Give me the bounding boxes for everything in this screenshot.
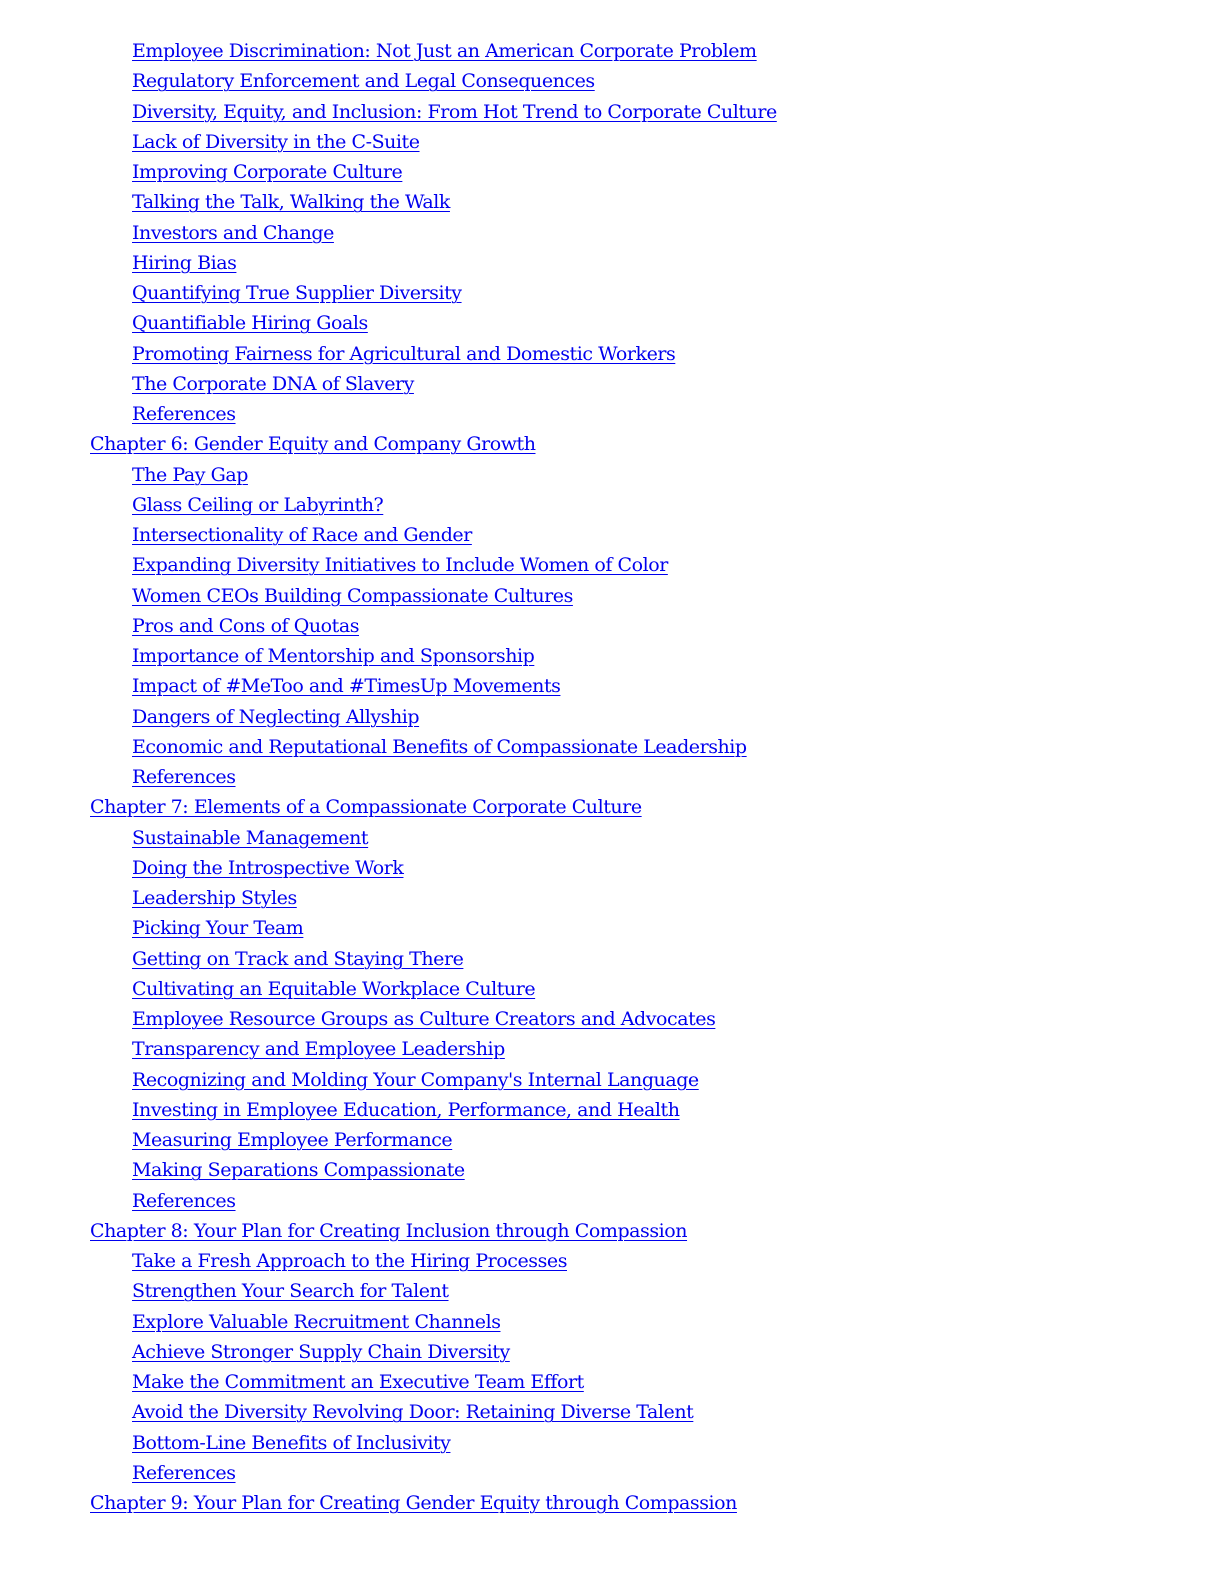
toc-section-entry xyxy=(0,913,1224,943)
toc-section-link[interactable]: Employee Resource Groups as Culture Creators and Advocates xyxy=(132,1008,716,1030)
toc-section-link[interactable]: Diversity, Equity, and Inclusion: From Hot Trend to Corporate Culture xyxy=(132,100,777,123)
toc-section-entry xyxy=(0,339,1224,369)
toc-section-entry xyxy=(0,550,1224,580)
toc-section-link[interactable]: Women CEOs Building Compassionate Cultures xyxy=(132,584,573,607)
toc-section-entry xyxy=(0,581,1224,611)
toc-section-entry xyxy=(0,1034,1224,1064)
toc-section-entry xyxy=(0,127,1224,157)
toc-section-entry xyxy=(0,369,1224,399)
toc-section-link[interactable]: Investing in Employee Education, Performance, and Health xyxy=(132,1098,680,1121)
toc-section-link[interactable]: Pros and Cons of Quotas xyxy=(132,614,359,637)
table-of-contents xyxy=(0,36,1224,1518)
toc-section-entry xyxy=(0,399,1224,429)
toc-section-entry xyxy=(0,187,1224,217)
toc-section-link[interactable]: Getting on Track and Staying There xyxy=(132,947,464,970)
toc-section-entry xyxy=(0,308,1224,338)
toc-section-link[interactable]: Lack of Diversity in the C-Suite xyxy=(132,130,420,153)
toc-section-entry xyxy=(0,1458,1224,1488)
toc-section-entry xyxy=(0,944,1224,974)
toc-chapter-link[interactable]: Chapter 9: Your Plan for Creating Gender Equity through Compassion xyxy=(90,1492,737,1514)
toc-section-entry xyxy=(0,702,1224,732)
toc-section-link[interactable]: Intersectionality of Race and Gender xyxy=(132,524,472,546)
toc-section-link[interactable]: Leadership Styles xyxy=(132,887,297,909)
toc-section-entry xyxy=(0,36,1224,66)
toc-section-entry xyxy=(0,883,1224,913)
toc-section-entry xyxy=(0,974,1224,1004)
toc-section-link[interactable]: The Corporate DNA of Slavery xyxy=(132,372,414,395)
toc-section-link[interactable]: Improving Corporate Culture xyxy=(132,161,403,183)
toc-section-entry xyxy=(0,1186,1224,1216)
toc-section-link[interactable]: Employee Discrimination: Not Just an American Corporate Problem xyxy=(132,40,757,62)
toc-section-link[interactable]: Recognizing and Molding Your Company's Internal Language xyxy=(132,1068,699,1091)
toc-section-link[interactable]: Making Separations Compassionate xyxy=(132,1159,465,1182)
toc-section-link[interactable]: Investors and Change xyxy=(132,221,334,244)
toc-section-link[interactable]: Achieve Stronger Supply Chain Diversity xyxy=(132,1340,510,1363)
toc-section-entry xyxy=(0,66,1224,96)
toc-section-entry xyxy=(0,1307,1224,1337)
toc-section-link[interactable]: Make the Commitment an Executive Team Effort xyxy=(132,1371,584,1393)
toc-section-link[interactable]: Glass Ceiling or Labyrinth? xyxy=(132,493,384,516)
toc-section-entry xyxy=(0,641,1224,671)
toc-section-entry xyxy=(0,248,1224,278)
toc-chapter-link[interactable]: Chapter 7: Elements of a Compassionate Corporate Culture xyxy=(90,796,642,819)
toc-section-link[interactable]: References xyxy=(132,403,236,425)
toc-chapter-entry xyxy=(0,792,1224,822)
toc-section-link[interactable]: Promoting Fairness for Agricultural and Domestic Workers xyxy=(132,342,676,365)
toc-section-entry xyxy=(0,1337,1224,1367)
toc-section-link[interactable]: Expanding Diversity Initiatives to Include Women of Color xyxy=(132,554,668,577)
toc-section-link[interactable]: Avoid the Diversity Revolving Door: Retaining Diverse Talent xyxy=(132,1401,694,1424)
toc-section-link[interactable]: Importance of Mentorship and Sponsorship xyxy=(132,645,535,667)
toc-chapter-entry xyxy=(0,429,1224,459)
toc-section-entry xyxy=(0,520,1224,550)
toc-chapter-link[interactable]: Chapter 8: Your Plan for Creating Inclusion through Compassion xyxy=(90,1219,688,1242)
toc-section-entry xyxy=(0,278,1224,308)
toc-section-link[interactable]: Strengthen Your Search for Talent xyxy=(132,1280,449,1303)
toc-section-link[interactable]: References xyxy=(132,766,236,788)
toc-section-link[interactable]: Sustainable Management xyxy=(132,826,369,849)
toc-section-link[interactable]: Talking the Talk, Walking the Walk xyxy=(132,191,450,214)
toc-section-link[interactable]: References xyxy=(132,1189,236,1212)
toc-section-link[interactable]: Take a Fresh Approach to the Hiring Processes xyxy=(132,1250,567,1272)
toc-section-entry xyxy=(0,1276,1224,1306)
toc-section-link[interactable]: Picking Your Team xyxy=(132,917,304,940)
toc-section-link[interactable]: Cultivating an Equitable Workplace Culture xyxy=(132,977,536,1000)
toc-section-entry xyxy=(0,853,1224,883)
toc-section-entry xyxy=(0,671,1224,701)
toc-section-entry xyxy=(0,762,1224,792)
toc-section-entry xyxy=(0,1428,1224,1458)
toc-section-link[interactable]: The Pay Gap xyxy=(132,463,248,486)
toc-section-entry xyxy=(0,218,1224,248)
toc-chapter-entry xyxy=(0,1488,1224,1518)
toc-section-entry xyxy=(0,157,1224,187)
toc-section-entry xyxy=(0,97,1224,127)
toc-section-link[interactable]: Dangers of Neglecting Allyship xyxy=(132,705,420,728)
toc-section-entry xyxy=(0,732,1224,762)
toc-section-link[interactable]: Economic and Reputational Benefits of Compassionate Leadership xyxy=(132,735,747,758)
toc-section-link[interactable]: Bottom-Line Benefits of Inclusivity xyxy=(132,1431,451,1454)
toc-section-entry xyxy=(0,460,1224,490)
toc-chapter-entry xyxy=(0,1216,1224,1246)
toc-section-link[interactable]: Regulatory Enforcement and Legal Consequences xyxy=(132,70,595,93)
toc-section-entry xyxy=(0,490,1224,520)
toc-chapter-link[interactable]: Chapter 6: Gender Equity and Company Growth xyxy=(90,433,536,456)
toc-section-link[interactable]: Measuring Employee Performance xyxy=(132,1129,453,1151)
toc-section-link[interactable]: Quantifying True Supplier Diversity xyxy=(132,282,462,304)
toc-section-entry xyxy=(0,823,1224,853)
toc-section-entry xyxy=(0,1367,1224,1397)
toc-section-link[interactable]: Explore Valuable Recruitment Channels xyxy=(132,1310,501,1333)
toc-section-entry xyxy=(0,1095,1224,1125)
toc-section-entry xyxy=(0,611,1224,641)
toc-section-entry xyxy=(0,1397,1224,1427)
toc-section-link[interactable]: Hiring Bias xyxy=(132,251,237,274)
toc-section-link[interactable]: Impact of #MeToo and #TimesUp Movements xyxy=(132,675,561,698)
toc-section-entry xyxy=(0,1004,1224,1034)
toc-section-link[interactable]: References xyxy=(132,1461,236,1484)
toc-section-entry xyxy=(0,1065,1224,1095)
toc-section-entry xyxy=(0,1246,1224,1276)
toc-section-entry xyxy=(0,1125,1224,1155)
toc-section-link[interactable]: Transparency and Employee Leadership xyxy=(132,1038,505,1061)
toc-section-link[interactable]: Doing the Introspective Work xyxy=(132,856,404,879)
toc-section-entry xyxy=(0,1155,1224,1185)
toc-section-link[interactable]: Quantifiable Hiring Goals xyxy=(132,312,368,335)
